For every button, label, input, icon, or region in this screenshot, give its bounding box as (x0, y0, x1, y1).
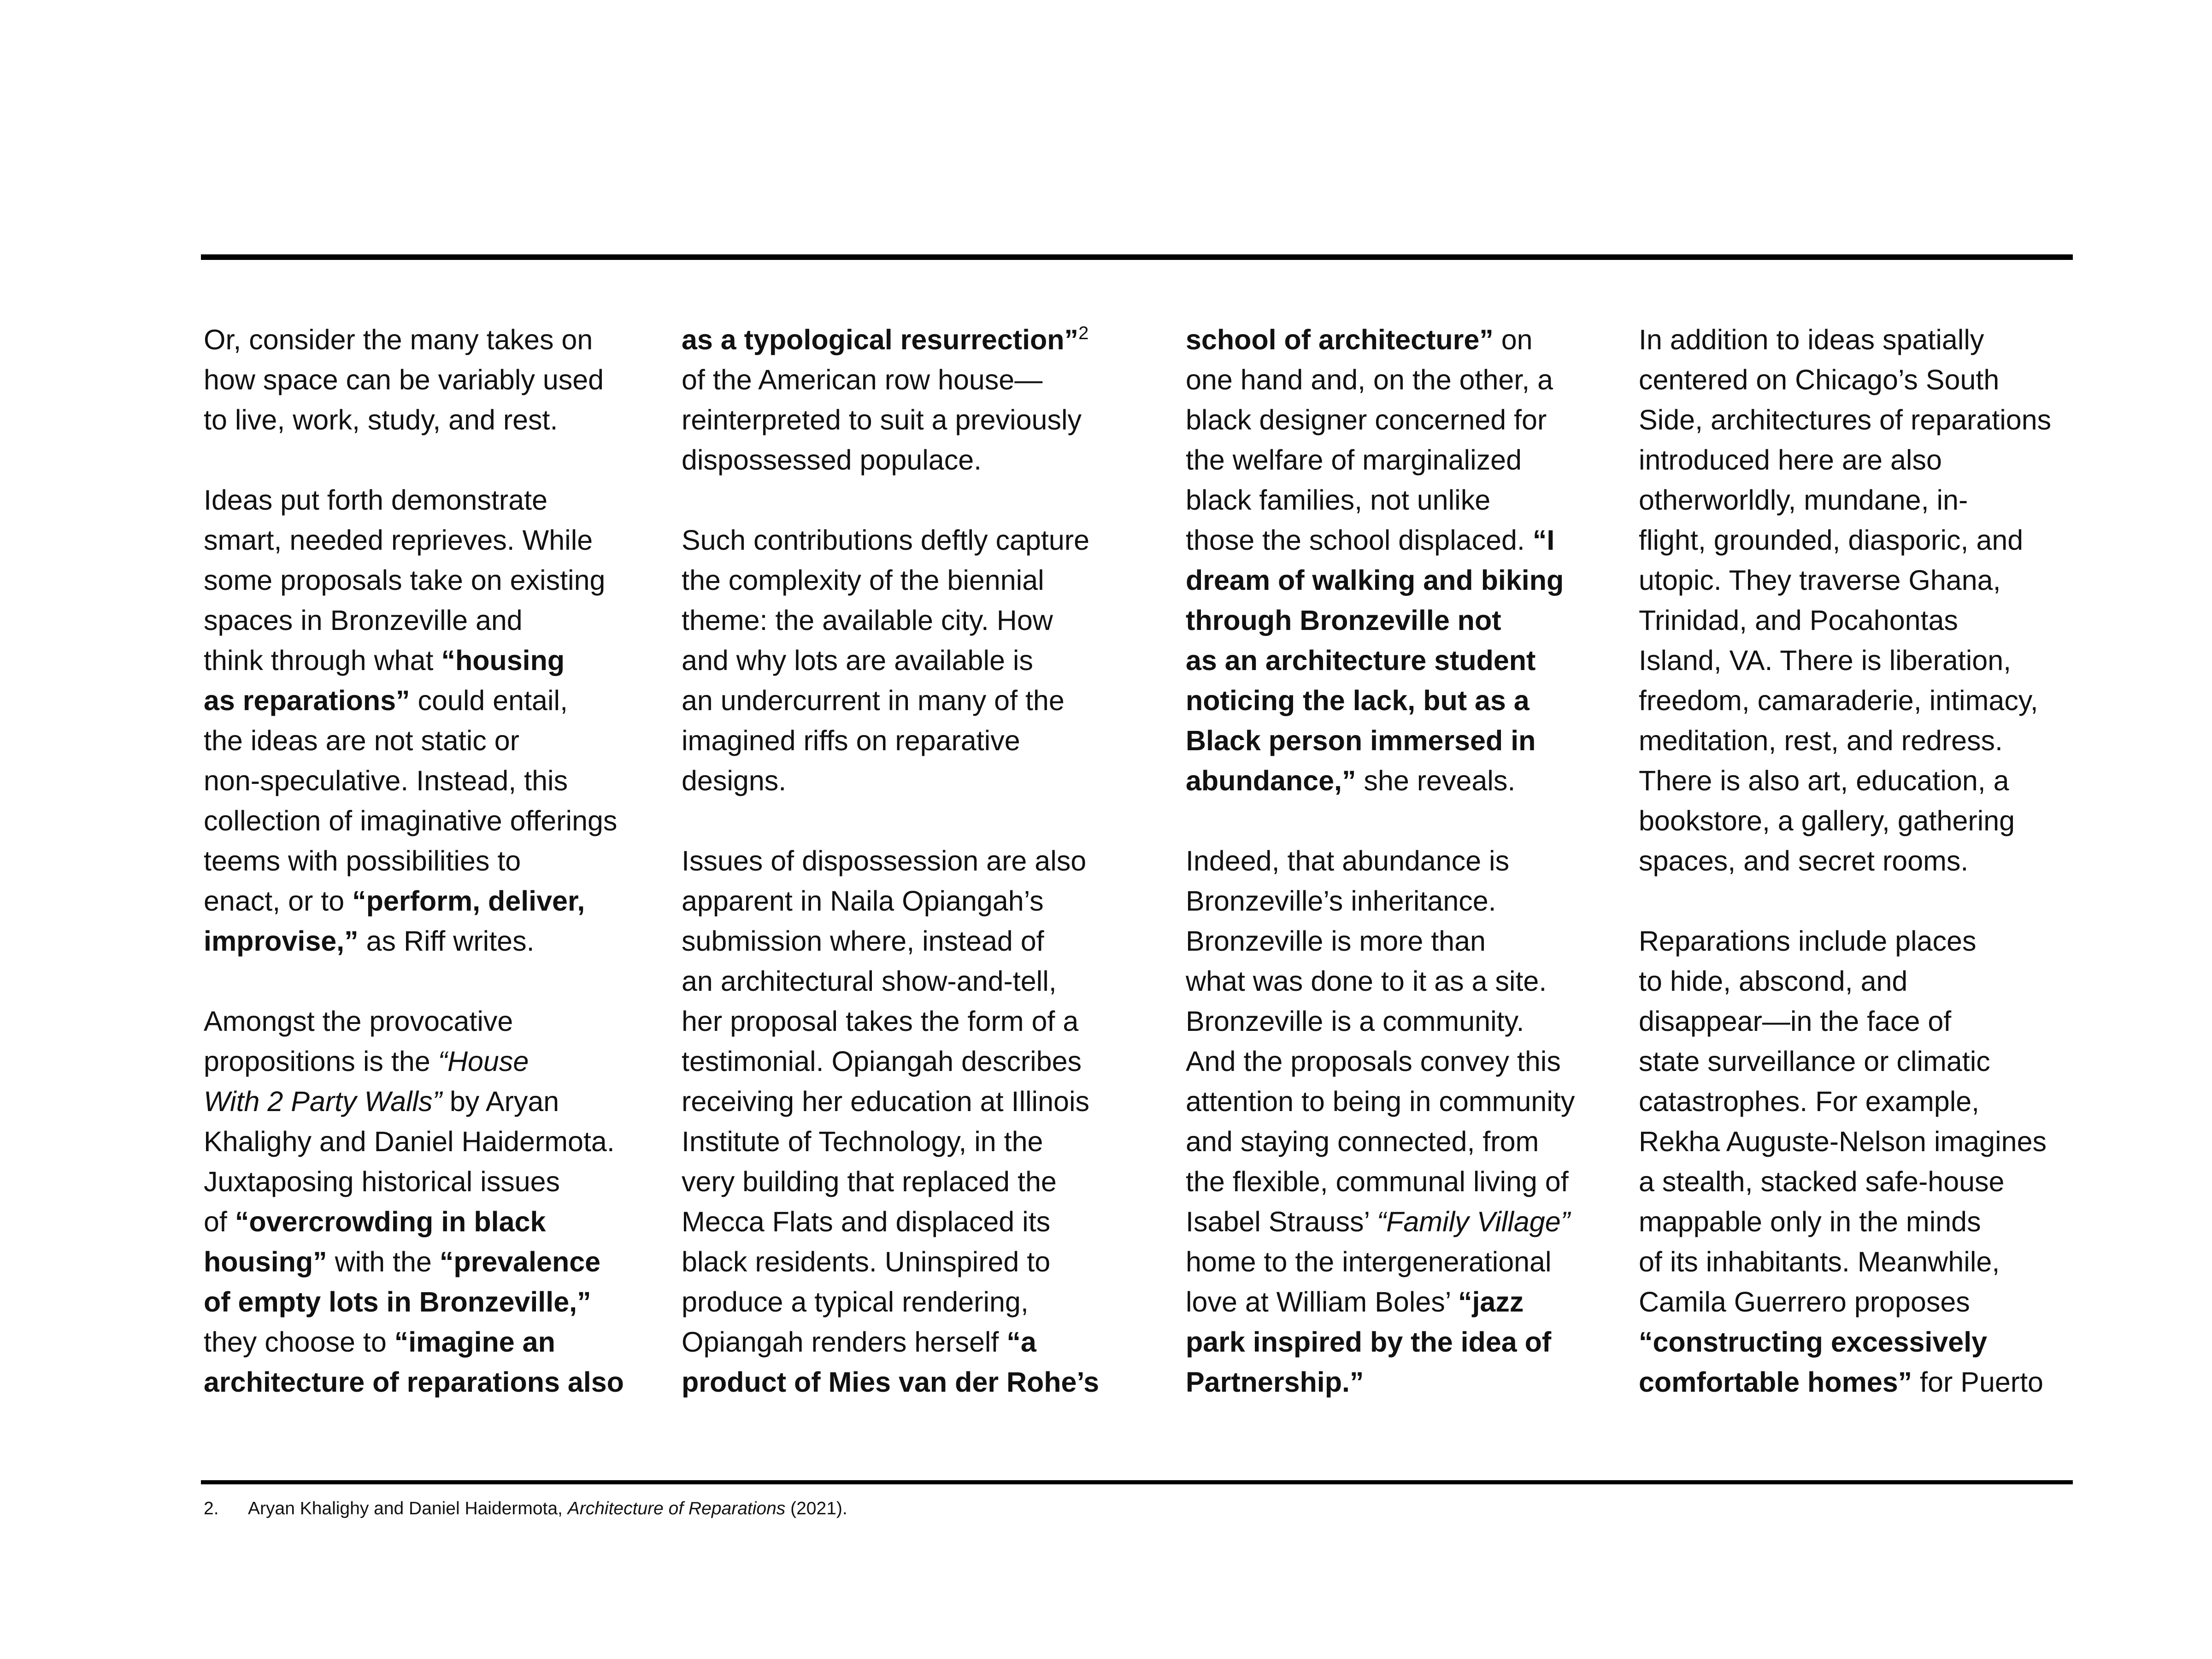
text-line (204, 921, 624, 961)
text-line (1639, 1362, 2051, 1402)
text-line (682, 560, 1099, 600)
text-run: collection of imaginative offerings (204, 805, 618, 836)
bold-quote: as a typological resurrection” (682, 324, 1079, 355)
text-run: designs. (682, 765, 787, 796)
text-line (204, 480, 624, 520)
text-run: some proposals take on existing (204, 565, 606, 596)
text-run: spaces, and secret rooms. (1639, 845, 1969, 877)
paragraph-gap (1639, 881, 2051, 921)
text-line (1186, 841, 1575, 881)
text-line (1639, 560, 2051, 600)
text-run: the flexible, communal living of (1186, 1166, 1569, 1197)
text-run: Such contributions deftly capture (682, 524, 1090, 556)
paragraph-gap (204, 961, 624, 1001)
bold-quote: “perform, deliver, (352, 885, 585, 917)
text-line (204, 881, 624, 921)
text-line (204, 1242, 624, 1282)
text-run: propositions is the (204, 1046, 438, 1077)
text-line (682, 1122, 1099, 1162)
text-line (1186, 320, 1575, 360)
paragraph-gap (1186, 801, 1575, 841)
text-line (204, 1122, 624, 1162)
text-run: freedom, camaraderie, intimacy, (1639, 685, 2038, 716)
text-line (1639, 641, 2051, 681)
text-line (1186, 921, 1575, 961)
text-run: produce a typical rendering, (682, 1286, 1029, 1318)
text-run: those the school displaced. (1186, 524, 1533, 556)
text-line (204, 841, 624, 881)
text-line (1639, 1322, 2051, 1362)
text-line (1186, 681, 1575, 721)
text-line (1639, 1001, 2051, 1041)
text-line (204, 320, 624, 360)
text-run: Amongst the provocative (204, 1006, 513, 1037)
text-line (682, 1041, 1099, 1082)
text-run: centered on Chicago’s South (1639, 364, 2000, 395)
text-line (682, 681, 1099, 721)
text-line (204, 641, 624, 681)
text-line (1186, 1082, 1575, 1122)
text-line (682, 1082, 1099, 1122)
text-line (682, 400, 1099, 440)
italic-title: With 2 Party Walls” (204, 1086, 442, 1117)
text-line (204, 1082, 624, 1122)
text-line (682, 360, 1099, 400)
text-line (682, 1282, 1099, 1322)
paragraph-gap (682, 801, 1099, 841)
text-run: Camila Guerrero proposes (1639, 1286, 1970, 1318)
text-line (1639, 480, 2051, 520)
text-line (204, 560, 624, 600)
italic-title: “House (438, 1046, 529, 1077)
text-line (1186, 1122, 1575, 1162)
text-line (1186, 1041, 1575, 1082)
text-line (1639, 1242, 2051, 1282)
text-run: receiving her education at Illinois (682, 1086, 1090, 1117)
text-run: spaces in Bronzeville and (204, 605, 523, 636)
bold-quote: dream of walking and biking (1186, 565, 1564, 596)
text-run: and why lots are available is (682, 645, 1033, 676)
text-line (1639, 360, 2051, 400)
text-run: Reparations include places (1639, 925, 1977, 957)
top-rule (201, 254, 2073, 260)
text-line (204, 761, 624, 801)
text-line (204, 1202, 624, 1242)
text-line (1186, 1162, 1575, 1202)
text-run: Bronzeville’s inheritance. (1186, 885, 1496, 917)
text-line (1639, 1082, 2051, 1122)
text-line (1639, 600, 2051, 641)
text-line (1639, 681, 2051, 721)
text-run: And the proposals convey this (1186, 1046, 1561, 1077)
bold-quote: as reparations” (204, 685, 410, 716)
text-line (682, 881, 1099, 921)
bold-quote: “a (1006, 1326, 1036, 1358)
text-run: testimonial. Opiangah describes (682, 1046, 1082, 1077)
text-line (1186, 360, 1575, 400)
text-line (1186, 1282, 1575, 1322)
text-run: Juxtaposing historical issues (204, 1166, 560, 1197)
text-run: Ideas put forth demonstrate (204, 484, 547, 516)
footnote-rule (201, 1480, 2073, 1484)
text-line (1639, 1162, 2051, 1202)
text-line (1639, 1202, 2051, 1242)
paragraph-gap (204, 440, 624, 480)
italic-title: “Family Village” (1377, 1206, 1570, 1237)
text-run: reinterpreted to suit a previously (682, 404, 1082, 435)
text-line (682, 841, 1099, 881)
text-run: the welfare of marginalized (1186, 444, 1522, 476)
text-line (1186, 1202, 1575, 1242)
text-run: Mecca Flats and displaced its (682, 1206, 1051, 1237)
text-run: what was done to it as a site. (1186, 965, 1547, 997)
text-run: black residents. Uninspired to (682, 1246, 1051, 1277)
text-run: imagined riffs on reparative (682, 725, 1020, 756)
text-line (1639, 921, 2051, 961)
text-line (682, 1001, 1099, 1041)
text-line (1639, 761, 2051, 801)
text-run: submission where, instead of (682, 925, 1044, 957)
text-line (1186, 961, 1575, 1001)
text-line (682, 921, 1099, 961)
text-run: Bronzeville is more than (1186, 925, 1486, 957)
text-line (1186, 1001, 1575, 1041)
text-line (1186, 440, 1575, 480)
text-column-3 (1186, 320, 1575, 1402)
bold-quote: Black person immersed in (1186, 725, 1536, 756)
text-run: Bronzeville is a community. (1186, 1006, 1524, 1037)
text-run: non-speculative. Instead, this (204, 765, 568, 796)
text-line (1186, 1362, 1575, 1402)
text-run: could entail, (410, 685, 568, 716)
bold-quote: “overcrowding in black (235, 1206, 546, 1237)
footnote-title: Architecture of Reparations (567, 1499, 786, 1518)
text-line (204, 520, 624, 560)
text-line (682, 1202, 1099, 1242)
text-line (204, 1162, 624, 1202)
text-line (1639, 841, 2051, 881)
bold-quote: “I (1532, 524, 1555, 556)
text-run: with the (327, 1246, 440, 1277)
text-run: apparent in Naila Opiangah’s (682, 885, 1044, 917)
bold-quote: improvise,” (204, 925, 359, 957)
bold-quote: Partnership.” (1186, 1366, 1364, 1398)
text-run: smart, needed reprieves. While (204, 524, 593, 556)
text-run: home to the intergenerational (1186, 1246, 1552, 1277)
text-run: enact, or to (204, 885, 353, 917)
text-line (682, 600, 1099, 641)
bold-quote: as an architecture student (1186, 645, 1536, 676)
text-run: on (1493, 324, 1533, 355)
text-run: flight, grounded, diasporic, and (1639, 524, 2024, 556)
text-line (1186, 480, 1575, 520)
text-run: mappable only in the minds (1639, 1206, 1981, 1237)
footnote-reference: 2 (1078, 323, 1089, 343)
text-line (682, 1242, 1099, 1282)
text-line (682, 721, 1099, 761)
text-line (1186, 721, 1575, 761)
text-run: Side, architectures of reparations (1639, 404, 2052, 435)
text-run: very building that replaced the (682, 1166, 1057, 1197)
bold-quote: school of architecture” (1186, 324, 1494, 355)
text-line (1639, 400, 2051, 440)
text-run: her proposal takes the form of a (682, 1006, 1079, 1037)
text-run: love at William Boles’ (1186, 1286, 1458, 1318)
text-line (1639, 320, 2051, 360)
text-line (682, 1322, 1099, 1362)
bold-quote: product of Mies van der Rohe’s (682, 1366, 1100, 1398)
text-run: to hide, abscond, and (1639, 965, 1908, 997)
bold-quote: abundance,” (1186, 765, 1356, 796)
text-run: by Aryan (441, 1086, 559, 1117)
text-column-1 (204, 320, 624, 1402)
text-run: Indeed, that abundance is (1186, 845, 1510, 877)
text-line (1186, 600, 1575, 641)
text-line (682, 761, 1099, 801)
text-line (204, 360, 624, 400)
text-run: In addition to ideas spatially (1639, 324, 1984, 355)
text-run: the complexity of the biennial (682, 565, 1044, 596)
bold-quote: “jazz (1458, 1286, 1524, 1318)
text-line (1639, 721, 2051, 761)
text-line (204, 1282, 624, 1322)
bold-quote: housing” (204, 1246, 327, 1277)
text-run: attention to being in community (1186, 1086, 1575, 1117)
text-run: meditation, rest, and redress. (1639, 725, 2003, 756)
text-run: otherworldly, mundane, in- (1639, 484, 1968, 516)
text-run: as Riff writes. (358, 925, 535, 957)
text-run: for Puerto (1912, 1366, 2043, 1398)
text-line (204, 681, 624, 721)
text-run: disappear—in the face of (1639, 1006, 1952, 1037)
text-run: dispossessed populace. (682, 444, 982, 476)
bold-quote: “imagine an (394, 1326, 555, 1358)
text-run: and staying connected, from (1186, 1126, 1539, 1157)
text-run: teems with possibilities to (204, 845, 521, 877)
text-run: of its inhabitants. Meanwhile, (1639, 1246, 2000, 1277)
text-run: to live, work, study, and rest. (204, 404, 558, 435)
text-column-2 (682, 320, 1099, 1402)
text-line (1186, 560, 1575, 600)
text-line (204, 400, 624, 440)
bold-quote: “prevalence (439, 1246, 601, 1277)
text-run: Issues of dispossession are also (682, 845, 1087, 877)
text-line (1186, 520, 1575, 560)
bold-quote: park inspired by the idea of (1186, 1326, 1552, 1358)
text-line (682, 1162, 1099, 1202)
paragraph-gap (682, 480, 1099, 520)
text-run: think through what (204, 645, 441, 676)
footnote-author: Aryan Khalighy and Daniel Haidermota, (248, 1499, 568, 1518)
bold-quote: comfortable homes” (1639, 1366, 1912, 1398)
text-line (204, 1322, 624, 1362)
text-line (1186, 641, 1575, 681)
text-line (204, 1362, 624, 1402)
text-run: how space can be variably used (204, 364, 604, 395)
text-line (204, 801, 624, 841)
text-run: Or, consider the many takes on (204, 324, 593, 355)
text-run: catastrophes. For example, (1639, 1086, 1980, 1117)
text-run: Institute of Technology, in the (682, 1126, 1043, 1157)
text-line (1186, 1322, 1575, 1362)
text-run: theme: the available city. How (682, 605, 1053, 636)
text-run: black families, not unlike (1186, 484, 1491, 516)
bold-quote: of empty lots in Bronzeville,” (204, 1286, 591, 1318)
text-column-4 (1639, 320, 2051, 1402)
text-run: they choose to (204, 1326, 394, 1358)
text-run: a stealth, stacked safe-house (1639, 1166, 2005, 1197)
text-line (682, 1362, 1099, 1402)
text-line (1639, 961, 2051, 1001)
text-line (1639, 1122, 2051, 1162)
text-line (1186, 761, 1575, 801)
text-run: Rekha Auguste-Nelson imagines (1639, 1126, 2047, 1157)
text-run: of (204, 1206, 235, 1237)
text-run: bookstore, a gallery, gathering (1639, 805, 2015, 836)
text-line (682, 520, 1099, 560)
text-run: Trinidad, and Pocahontas (1639, 605, 1958, 636)
text-line (204, 721, 624, 761)
text-run: state surveillance or climatic (1639, 1046, 1990, 1077)
footnote-year: (2021). (785, 1499, 847, 1518)
text-run: an architectural show-and-tell, (682, 965, 1057, 997)
bold-quote: “housing (441, 645, 565, 676)
text-line (1639, 801, 2051, 841)
text-run: Opiangah renders herself (682, 1326, 1007, 1358)
text-run: introduced here are also (1639, 444, 1942, 476)
text-run: she reveals. (1356, 765, 1516, 796)
text-line (682, 320, 1099, 360)
text-line (682, 440, 1099, 480)
bold-quote: noticing the lack, but as a (1186, 685, 1530, 716)
footnote-number: 2. (204, 1499, 219, 1518)
text-line (204, 1041, 624, 1082)
text-run: Island, VA. There is liberation, (1639, 645, 2012, 676)
bold-quote: through Bronzeville not (1186, 605, 1501, 636)
text-run: Isabel Strauss’ (1186, 1206, 1377, 1237)
text-run: There is also art, education, a (1639, 765, 2009, 796)
text-line (1639, 440, 2051, 480)
text-run: the ideas are not static or (204, 725, 519, 756)
text-line (204, 1001, 624, 1041)
bold-quote: architecture of reparations also (204, 1366, 624, 1398)
text-run: Khalighy and Daniel Haidermota. (204, 1126, 615, 1157)
text-line (682, 641, 1099, 681)
text-run: an undercurrent in many of the (682, 685, 1065, 716)
text-line (1639, 520, 2051, 560)
text-line (1186, 1242, 1575, 1282)
text-line (1639, 1282, 2051, 1322)
text-run: utopic. They traverse Ghana, (1639, 565, 2001, 596)
text-line (204, 600, 624, 641)
text-line (1186, 881, 1575, 921)
text-line (1186, 400, 1575, 440)
bold-quote: “constructing excessively (1639, 1326, 1988, 1358)
text-run: of the American row house— (682, 364, 1043, 395)
text-run: black designer concerned for (1186, 404, 1547, 435)
text-line (682, 961, 1099, 1001)
text-line (1639, 1041, 2051, 1082)
text-run: one hand and, on the other, a (1186, 364, 1553, 395)
footnote (204, 1496, 847, 1522)
